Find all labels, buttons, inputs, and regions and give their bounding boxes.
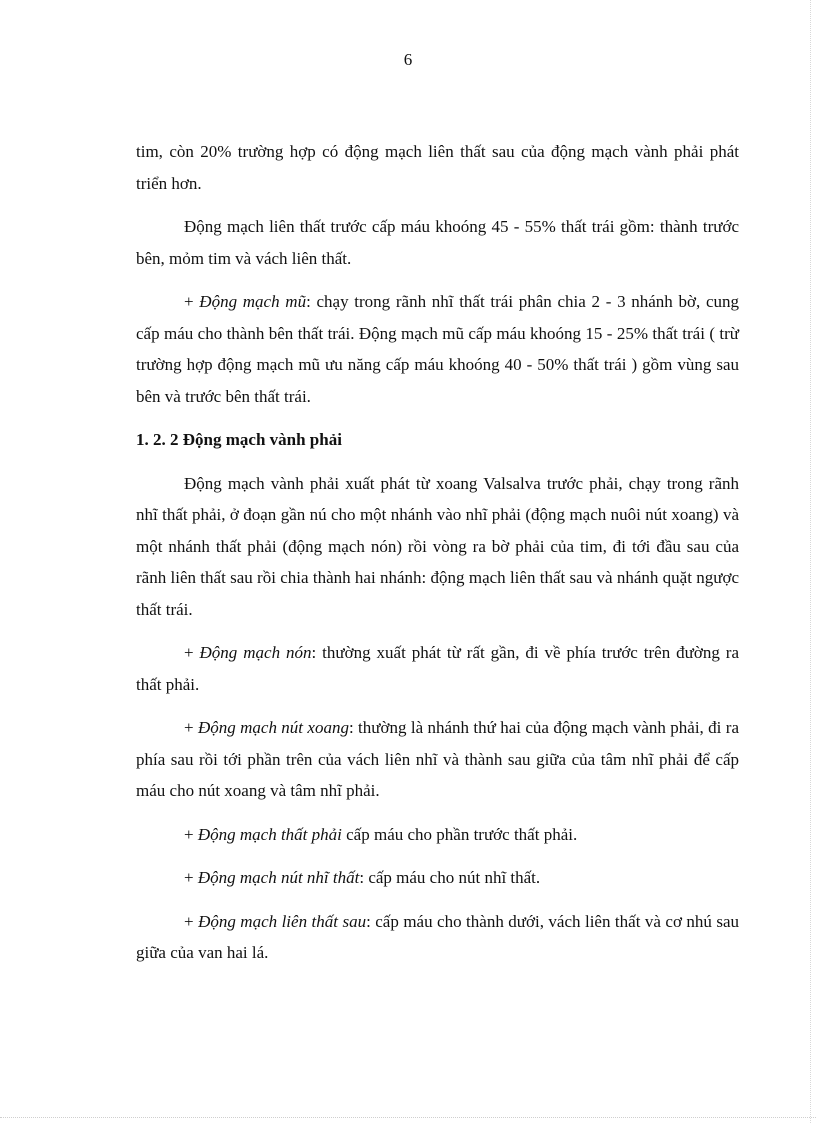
paragraph-text: : thường xuất phát từ rất gần, đi về phía trước trên đường ra thất phải. <box>136 643 739 694</box>
term-sinus-node-artery: Động mạch nút xoang <box>197 718 349 737</box>
paragraph-conus-artery <box>136 637 739 700</box>
paragraph-circumflex <box>136 286 739 412</box>
paragraph-text: : cấp máu cho nút nhĩ thất. <box>359 868 541 887</box>
term-conus-artery: Động mạch nón <box>199 643 312 662</box>
page-edge-right <box>810 0 811 1123</box>
page-edge-bottom <box>0 1117 816 1118</box>
term-pda: Động mạch liên thất sau <box>198 911 367 931</box>
document-body <box>136 136 739 981</box>
paragraph-text: : cấp máu cho thành dưới, vách liên thất và cơ nhú sau giữa của van hai lá. <box>136 911 740 962</box>
bullet-prefix: + <box>184 718 198 737</box>
term-circumflex-artery: Động mạch mũ <box>199 292 307 311</box>
paragraph-av-node-artery <box>136 862 739 894</box>
paragraph-sinus-node-artery <box>136 712 739 807</box>
bullet-prefix: + <box>184 911 199 931</box>
paragraph-continuation: tim, còn 20% trường hợp có động mạch liên thất sau của động mạch vành phải phát triển hơn. <box>136 142 739 193</box>
paragraph-rca: Động mạch vành phải xuất phát từ xoang Valsalva trước phải, chạy trong rãnh nhĩ thất phải, ở đoạn gần nú cho một nhánh vào nhĩ phải (động mạch nuôi nút xoang) và một nhánh thất phải (động mạch nón) rồi vòng ra bờ phải của tim, đi tới đầu sau của rãnh liên thất sau rồi chia thành hai nhánh: động mạch liên thất sau và nhánh quặt ngược thất trái. <box>136 473 739 619</box>
bullet-prefix: + <box>184 292 200 311</box>
bullet-prefix: + <box>184 868 198 887</box>
section-heading: 1. 2. 2 Động mạch vành phải <box>136 430 342 449</box>
bullet-prefix: + <box>184 643 200 662</box>
paragraph-text: : thường là nhánh thứ hai của động mạch vành phải, đi ra phía sau rồi tới phần trên của vách liên nhĩ và thành sau giữa của tâm nhĩ phải để cấp máu cho nút xoang và tâm nhĩ phải. <box>136 718 739 800</box>
term-rv-artery: Động mạch thất phải <box>197 824 342 844</box>
paragraph-text: cấp máu cho phần trước thất phải. <box>341 824 578 844</box>
term-av-node-artery: Động mạch nút nhĩ thất <box>197 868 360 887</box>
bullet-prefix: + <box>184 824 198 844</box>
paragraph-pda <box>136 906 739 969</box>
paragraph-rv-artery <box>136 819 739 851</box>
page-number: 6 <box>403 50 413 69</box>
paragraph-text: : chạy trong rãnh nhĩ thất trái phân chia 2 - 3 nhánh bờ, cung cấp máu cho thành bên thất trái. Động mạch mũ cấp máu khoóng 15 - 25% thất trái ( trừ trường hợp động mạch mũ ưu năng cấp máu khoóng 40 - 50% thất trái ) gồm vùng sau bên và trước bên thất trái. <box>136 292 739 406</box>
paragraph-lad: Động mạch liên thất trước cấp máu khoóng 45 - 55% thất trái gồm: thành trước bên, mỏm tim và vách liên thất. <box>136 217 739 268</box>
